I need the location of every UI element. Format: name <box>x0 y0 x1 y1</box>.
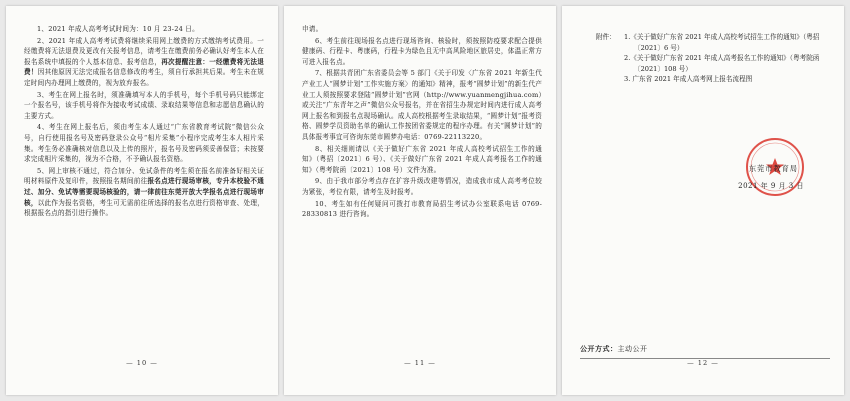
paragraph-text: 7、根据共青团广东省委员会等 5 部门《关于印发〈广东省 2021 年新生代产业工人“圆梦计划”工作实施方案〉的通知》精神，报考“圆梦计划”的新生代产业工人须按照要求登陆“圆梦计划”官网（http://www.yuanmengjihua.com）或关注“广东青年之声”微信公众号报名，并在省招生办规定时间内进行成人高考网上报名和到报名点现场确认。成人高校根据考生录取结果，“圆梦计划”报考资格、圆梦学员资助名单的确认工作按团省委规定的程序办理。有关“圆梦计划”的具体报考事宜可咨询东莞市圆梦办电话：0769-22113220。 <box>302 69 542 141</box>
paragraph-text: 8、相关细则请以《关于做好广东省 2021 年成人高校考试招生工作的通知》（粤招〔2021〕6 号）、《关于做好广东省 2021 年成人高考报名工作的通知》（粤考院函〔2021〕108 号）文件为准。 <box>302 144 542 174</box>
paragraph <box>24 36 264 89</box>
document-page-11 <box>284 6 556 395</box>
paragraph <box>302 24 542 35</box>
paragraph-text: 4、考生在网上报名后，须由考生本人通过“广东省教育考试院”微信公众号，自行使用报名号及密码登录公众号“相片采集”小程序完成考生本人相片采集。考生务必准确核对信息以及上传的照片，报名号及密码须妥善保管；未按要求完成相片采集的，视为不合格，不予确认报名资格。 <box>24 123 264 164</box>
paragraph-text: 3、考生在网上报名时，须准确填写本人的手机号，每个手机号码只能绑定一个报名号，该手机号将作为接收考试成绩、录取结果等信息和志愿信息确认的主要方式。 <box>24 90 264 120</box>
paragraph <box>24 166 264 219</box>
paragraph-text: 报名点进行现场审核，专升本校验不通过、加分、免试等需要现场核验的，请一律前往东莞开放大学报名点进行现场审核， <box>24 177 264 207</box>
paragraph <box>24 122 264 164</box>
paragraph <box>24 90 264 122</box>
paragraph <box>24 24 264 35</box>
disclosure-value: 主动公开 <box>617 345 648 353</box>
attachment-item: 3. 广东省 2021 年成人高考网上报名流程图 <box>624 75 753 84</box>
paragraph-text: 再次提醒注意：一经缴费将无法退费！ <box>24 57 265 77</box>
issuer-name: 东莞市教育局 <box>748 164 798 173</box>
paragraph <box>302 199 542 220</box>
attachment-item: 1.《关于做好广东省 2021 年成人高校考试招生工作的通知》（粤招〔2021〕6 号） <box>624 33 820 52</box>
paragraph <box>302 68 542 142</box>
attachments-block <box>596 32 830 85</box>
page-11-body <box>302 24 542 220</box>
paragraph-text: 5、网上审核不通过，符合加分、免试条件的考生须在报名前准备好相关证明材料原件及复印件，按照报名期间前往 <box>24 166 264 186</box>
document-page-12 <box>562 6 844 395</box>
paragraph-text: 申请。 <box>302 25 323 33</box>
page-number: — 11 — <box>404 359 436 367</box>
attachments-label: 附件： <box>596 33 616 41</box>
document-page-10 <box>6 6 278 395</box>
page-number: — 12 — <box>687 359 719 367</box>
paragraph-text: 6、考生前往现场报名点进行现场咨询、核验时，须按照防疫要求配合提供健康码、行程卡、粤康码，行程卡为绿色且无中高风险地区旅居史，体温正常方可进入报名点。 <box>302 36 542 66</box>
paragraph-text: 10、考生如有任何疑问可拨打市教育局招生考试办公室联系电话 0769-28330813 进行咨询。 <box>302 199 542 219</box>
attachments-list <box>624 32 830 85</box>
issue-date: 2021 年 9 月 3 日 <box>738 182 804 190</box>
disclosure-label: 公开方式： <box>580 344 618 353</box>
page-number: — 10 — <box>126 359 158 367</box>
paragraph <box>302 36 542 68</box>
paragraph-text: 9、由于我市部分考点存在扩容升级改建等情况，造成我市成人高考考位较为紧张，考位有限，请考生及时报考。 <box>302 177 542 196</box>
attachment-item: 2.《关于做好广东省 2021 年成人高考报名工作的通知》（粤考院函〔2021〕108 号） <box>624 54 820 73</box>
page-10-body <box>24 24 264 219</box>
paragraph-text: 以此作为报名资格，考生可无需前往所选择的报名点进行资格审查、处理，根据报名点的指引进行操作。 <box>24 198 264 218</box>
paragraph-text: 1、2021 年成人高考考试时间为：10 月 23-24 日。 <box>37 25 199 33</box>
disclosure-line <box>580 344 648 354</box>
paragraph <box>302 144 542 176</box>
paragraph <box>302 176 542 197</box>
paragraph-text: 因其他原因无法完成报名信息修改的考生，须自行承担其后果。考生未在规定时间内办理网上缴费的，视为放弃报名。 <box>24 68 264 87</box>
paragraph-text: 2、2021 年成人高考考试费将继续采用网上缴费的方式缴纳考试费用。一经缴费将无法退费及更改有关报考信息，请考生在缴费前务必确认好考生本人在报名系统中填报的个人基本信息、报考信息， <box>24 36 264 66</box>
